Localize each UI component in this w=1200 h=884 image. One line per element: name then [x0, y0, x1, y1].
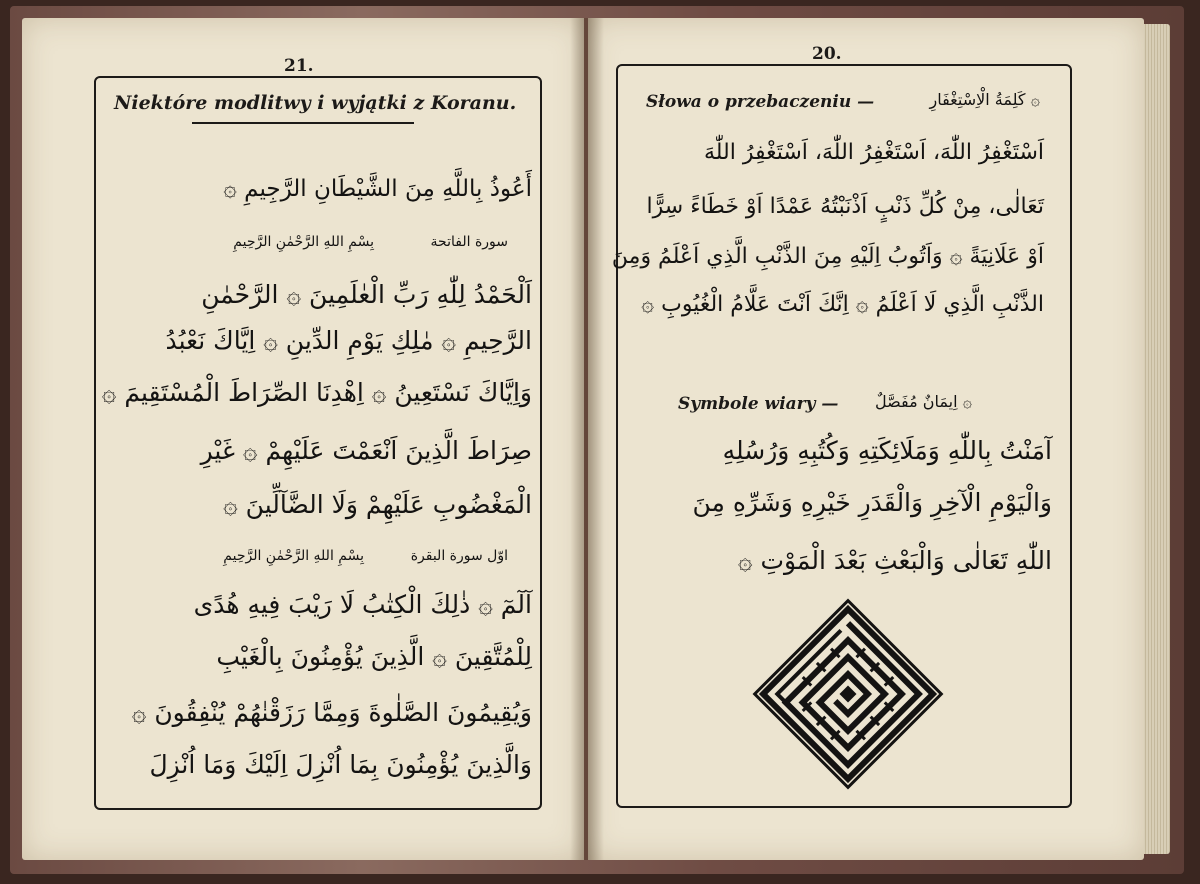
- fatiha-label: سورة الفاتحة: [430, 234, 508, 250]
- kufic-square-seal-icon: [750, 596, 946, 792]
- title-underline: [192, 122, 414, 124]
- creed-arabic-title: ۞ اِيمَانٌ مُفَصَّلٌ: [875, 392, 972, 411]
- creed-title: Symbole wiary —: [678, 394, 839, 414]
- baqara-line: وَالَّذِينَ يُؤْمِنُونَ بِمَا اُنْزِلَ اِلَيْكَ وَمَا اُنْزِلَ: [149, 750, 532, 779]
- left-page-title: Niektóre modlitwy i wyjątki z Koranu.: [114, 92, 517, 114]
- forgiveness-arabic-title: ۞ كَلِمَةُ الْاِسْتِغْفَارِ: [929, 90, 1040, 109]
- right-page-number: 20.: [812, 44, 842, 64]
- book-gutter: [570, 18, 604, 860]
- fatiha-line: الْمَغْضُوبِ عَلَيْهِمْ وَلَا الضَّآلِّينَ ۞: [223, 490, 532, 519]
- creed-line: آمَنْتُ بِاللّٰهِ وَمَلَائِكَتِهِ وَكُتُبِهِ وَرُسُلِهِ: [722, 436, 1052, 465]
- forgiveness-line: الذَّنْبِ الَّذِي لَا اَعْلَمُ ۞ اِنَّكَ اَنْتَ عَلَّامُ الْغُيُوبِ ۞: [641, 292, 1044, 317]
- taawwudh-line: أَعُوذُ بِاللَّهِ مِنَ الشَّيْطَانِ الرَّجِيمِ ۞: [223, 176, 532, 202]
- forgiveness-title: Słowa o przebaczeniu —: [646, 92, 875, 112]
- baqara-basmala: بِسْمِ اللهِ الرَّحْمٰنِ الرَّحِيمِ: [223, 548, 364, 564]
- forgiveness-line: اَوْ عَلَانِيَةً ۞ وَاَتُوبُ اِلَيْهِ مِنَ الذَّنْبِ الَّذِي اَعْلَمُ وَمِنَ: [611, 244, 1044, 269]
- baqara-line: آلٓمٓ ۞ ذٰلِكَ الْكِتٰبُ لَا رَيْبَ فِيهِ هُدًى: [193, 590, 532, 619]
- page-edges: [1140, 24, 1170, 854]
- fatiha-line: وَاِيَّاكَ نَسْتَعِينُ ۞ اِهْدِنَا الصِّرَاطَ الْمُسْتَقِيمَ ۞: [101, 378, 532, 407]
- baqara-line: لِلْمُتَّقِينَ ۞ الَّذِينَ يُؤْمِنُونَ بِالْغَيْبِ: [216, 642, 532, 671]
- forgiveness-line: اَسْتَغْفِرُ اللّٰهَ، اَسْتَغْفِرُ اللّٰهَ، اَسْتَغْفِرُ اللّٰهَ: [703, 140, 1044, 165]
- left-page-number: 21.: [284, 56, 314, 76]
- fatiha-line: الرَّحِيمِ ۞ مٰلِكِ يَوْمِ الدِّينِ ۞ اِيَّاكَ نَعْبُدُ: [165, 326, 532, 355]
- baqara-label: اوّل سورة البقرة: [410, 548, 508, 564]
- fatiha-line: صِرَاطَ الَّذِينَ اَنْعَمْتَ عَلَيْهِمْ ۞ غَيْرِ: [200, 436, 532, 465]
- fatiha-line: اَلْحَمْدُ لِلّٰهِ رَبِّ الْعٰلَمِينَ ۞ الرَّحْمٰنِ: [201, 280, 532, 309]
- baqara-line: وَيُقِيمُونَ الصَّلٰوةَ وَمِمَّا رَزَقْنٰهُمْ يُنْفِقُونَ ۞: [131, 698, 532, 727]
- forgiveness-line: تَعَالٰى، مِنْ كُلِّ ذَنْبٍ اَذْنَبْتُهُ عَمْدًا اَوْ خَطَاءً سِرًّا: [646, 194, 1044, 219]
- creed-line: اللّٰهِ تَعَالٰى وَالْبَعْثِ بَعْدَ الْمَوْتِ ۞: [737, 546, 1052, 575]
- fatiha-basmala: بِسْمِ اللهِ الرَّحْمٰنِ الرَّحِيمِ: [233, 234, 374, 250]
- creed-line: وَالْيَوْمِ الْآخِرِ وَالْقَدَرِ خَيْرِهِ وَشَرِّهِ مِنَ: [692, 488, 1052, 517]
